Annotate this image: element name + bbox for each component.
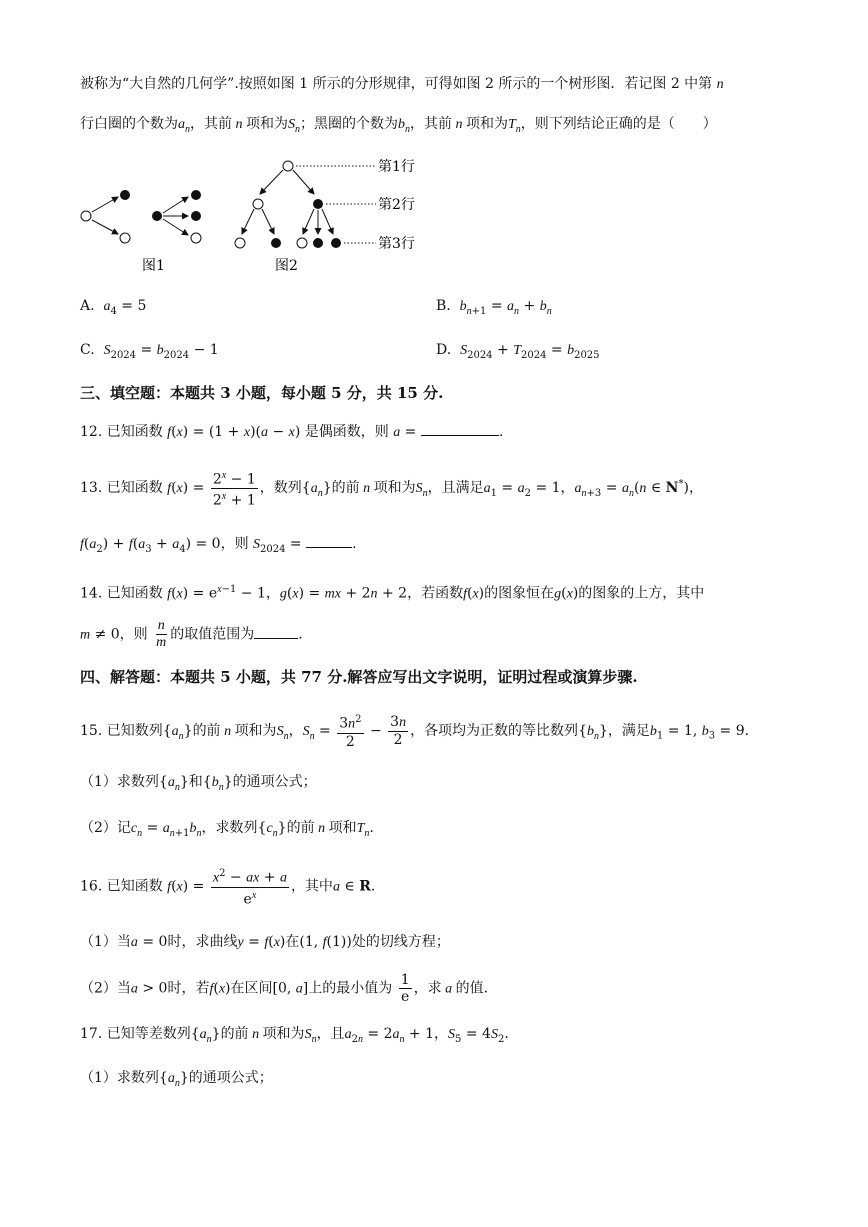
row-3-label: 第3行 — [378, 236, 415, 252]
option-a[interactable]: A. $a_4 = 5$ — [80, 298, 147, 317]
option-c[interactable]: C. $S_{2024} = b_{2024} - 1$ — [80, 342, 219, 361]
intro-line-1: 被称为“大自然的几何学”.按照如图 1 所示的分形规律，可得如图 2 所示的一个树形图．若记图 2 中第 n — [80, 76, 724, 92]
question-12: 12. 已知函数 f(x) = (1 + x)(a − x) 是偶函数，则 a = . — [80, 424, 504, 440]
question-16-part-1: （1）当a = 0时，求曲线y = f(x)在(1, f(1))处的切线方程； — [80, 934, 450, 950]
row-2-label: 第2行 — [378, 197, 415, 213]
white-circle — [120, 233, 130, 243]
white-circle — [297, 238, 307, 248]
answer-blank[interactable] — [306, 547, 352, 548]
option-b[interactable]: B. $b_{n+1} = a_n + b_n$ — [436, 298, 552, 317]
question-14-line-2: m ≠ 0，则 $\frac{n}{m}$ 的取值范围为 . — [80, 618, 303, 650]
black-circle — [313, 238, 323, 248]
white-circle — [253, 199, 263, 209]
intro-line-2: 行白圈的个数为$a_n$，其前 n 项和为$S_n$；黑圈的个数为$b_n$，其前 n 项和为$T_n$，则下列结论正确的是（ ） — [80, 116, 717, 135]
row-1-label: 第1行 — [378, 159, 415, 175]
fig1-label: 图1 — [142, 258, 165, 274]
black-circle — [191, 190, 201, 200]
white-circle — [81, 211, 91, 221]
black-circle — [191, 211, 201, 221]
question-15-part-1: （1）求数列$\{a_n\}$和$\{b_n\}$的通项公式； — [80, 774, 317, 793]
question-15-part-2: （2）记$c_n = a_{n+1}b_n$，求数列$\{c_n\}$的前 n 项和$T_n$. — [80, 820, 374, 839]
section-4-heading: 四、解答题：本题共 5 小题，共 77 分.解答应写出文字说明，证明过程或演算步骤. — [80, 668, 638, 686]
white-circle — [283, 161, 293, 171]
question-16: 16. 已知函数 f(x) = $\frac{x^2 - ax + a}{e^x}$ ，其中a ∈ R. — [80, 868, 376, 908]
black-circle — [331, 238, 341, 248]
option-d[interactable]: D. $S_{2024} + T_{2024} = b_{2025}$ — [436, 342, 600, 361]
black-circle — [120, 190, 130, 200]
white-circle — [235, 238, 245, 248]
white-circle — [191, 233, 201, 243]
answer-blank[interactable] — [254, 638, 298, 639]
question-14: 14. 已知函数 $f(x) = e^{x-1} - 1$，g(x) = mx + 2n + 2，若函数f(x)的图象恒在g(x)的图象的上方，其中 — [80, 584, 705, 602]
question-17: 17. 已知等差数列$\{a_n\}$的前 n 项和为$S_n$，且$a_{2n} = 2a_n + 1$，$S_5 = 4S_2$. — [80, 1026, 509, 1045]
black-circle — [271, 238, 281, 248]
question-15: 15. 已知数列$\{a_n\}$的前 n 项和为$S_n$，$S_n$ = $\frac{3n^2}{2}$ − $\frac{3n}{2}$ ，各项均为正数的等比数列$\{b_n\}$，满足$b_1 = 1$, $b_3 = 9$. — [80, 713, 750, 750]
black-circle — [152, 211, 162, 221]
question-13-line-2: $f(a_2) + f(a_3 + a_4) = 0$，则 $S_{2024}$ = . — [80, 536, 357, 555]
question-13: 13. 已知函数 f(x) = $\frac{2^x - 1}{2^x + 1}$ ，数列$\{a_n\}$的前 n 项和为$S_n$，且满足$a_1 = a_2 = 1$，$a_{n+3} = a_n(n$ ∈ N*)， — [80, 470, 703, 509]
fractal-figure — [70, 150, 430, 280]
section-3-heading: 三、填空题：本题共 3 小题，每小题 5 分，共 15 分. — [80, 384, 444, 402]
answer-blank[interactable] — [421, 435, 499, 436]
fig2-label: 图2 — [275, 258, 298, 274]
question-17-part-1: （1）求数列$\{a_n\}$的通项公式； — [80, 1070, 273, 1089]
question-16-part-2: （2）当a > 0时，若f(x)在区间[0, a]上的最小值为 $\frac{1}{e}$ ，求 a 的值. — [80, 972, 489, 1005]
black-circle — [313, 199, 323, 209]
